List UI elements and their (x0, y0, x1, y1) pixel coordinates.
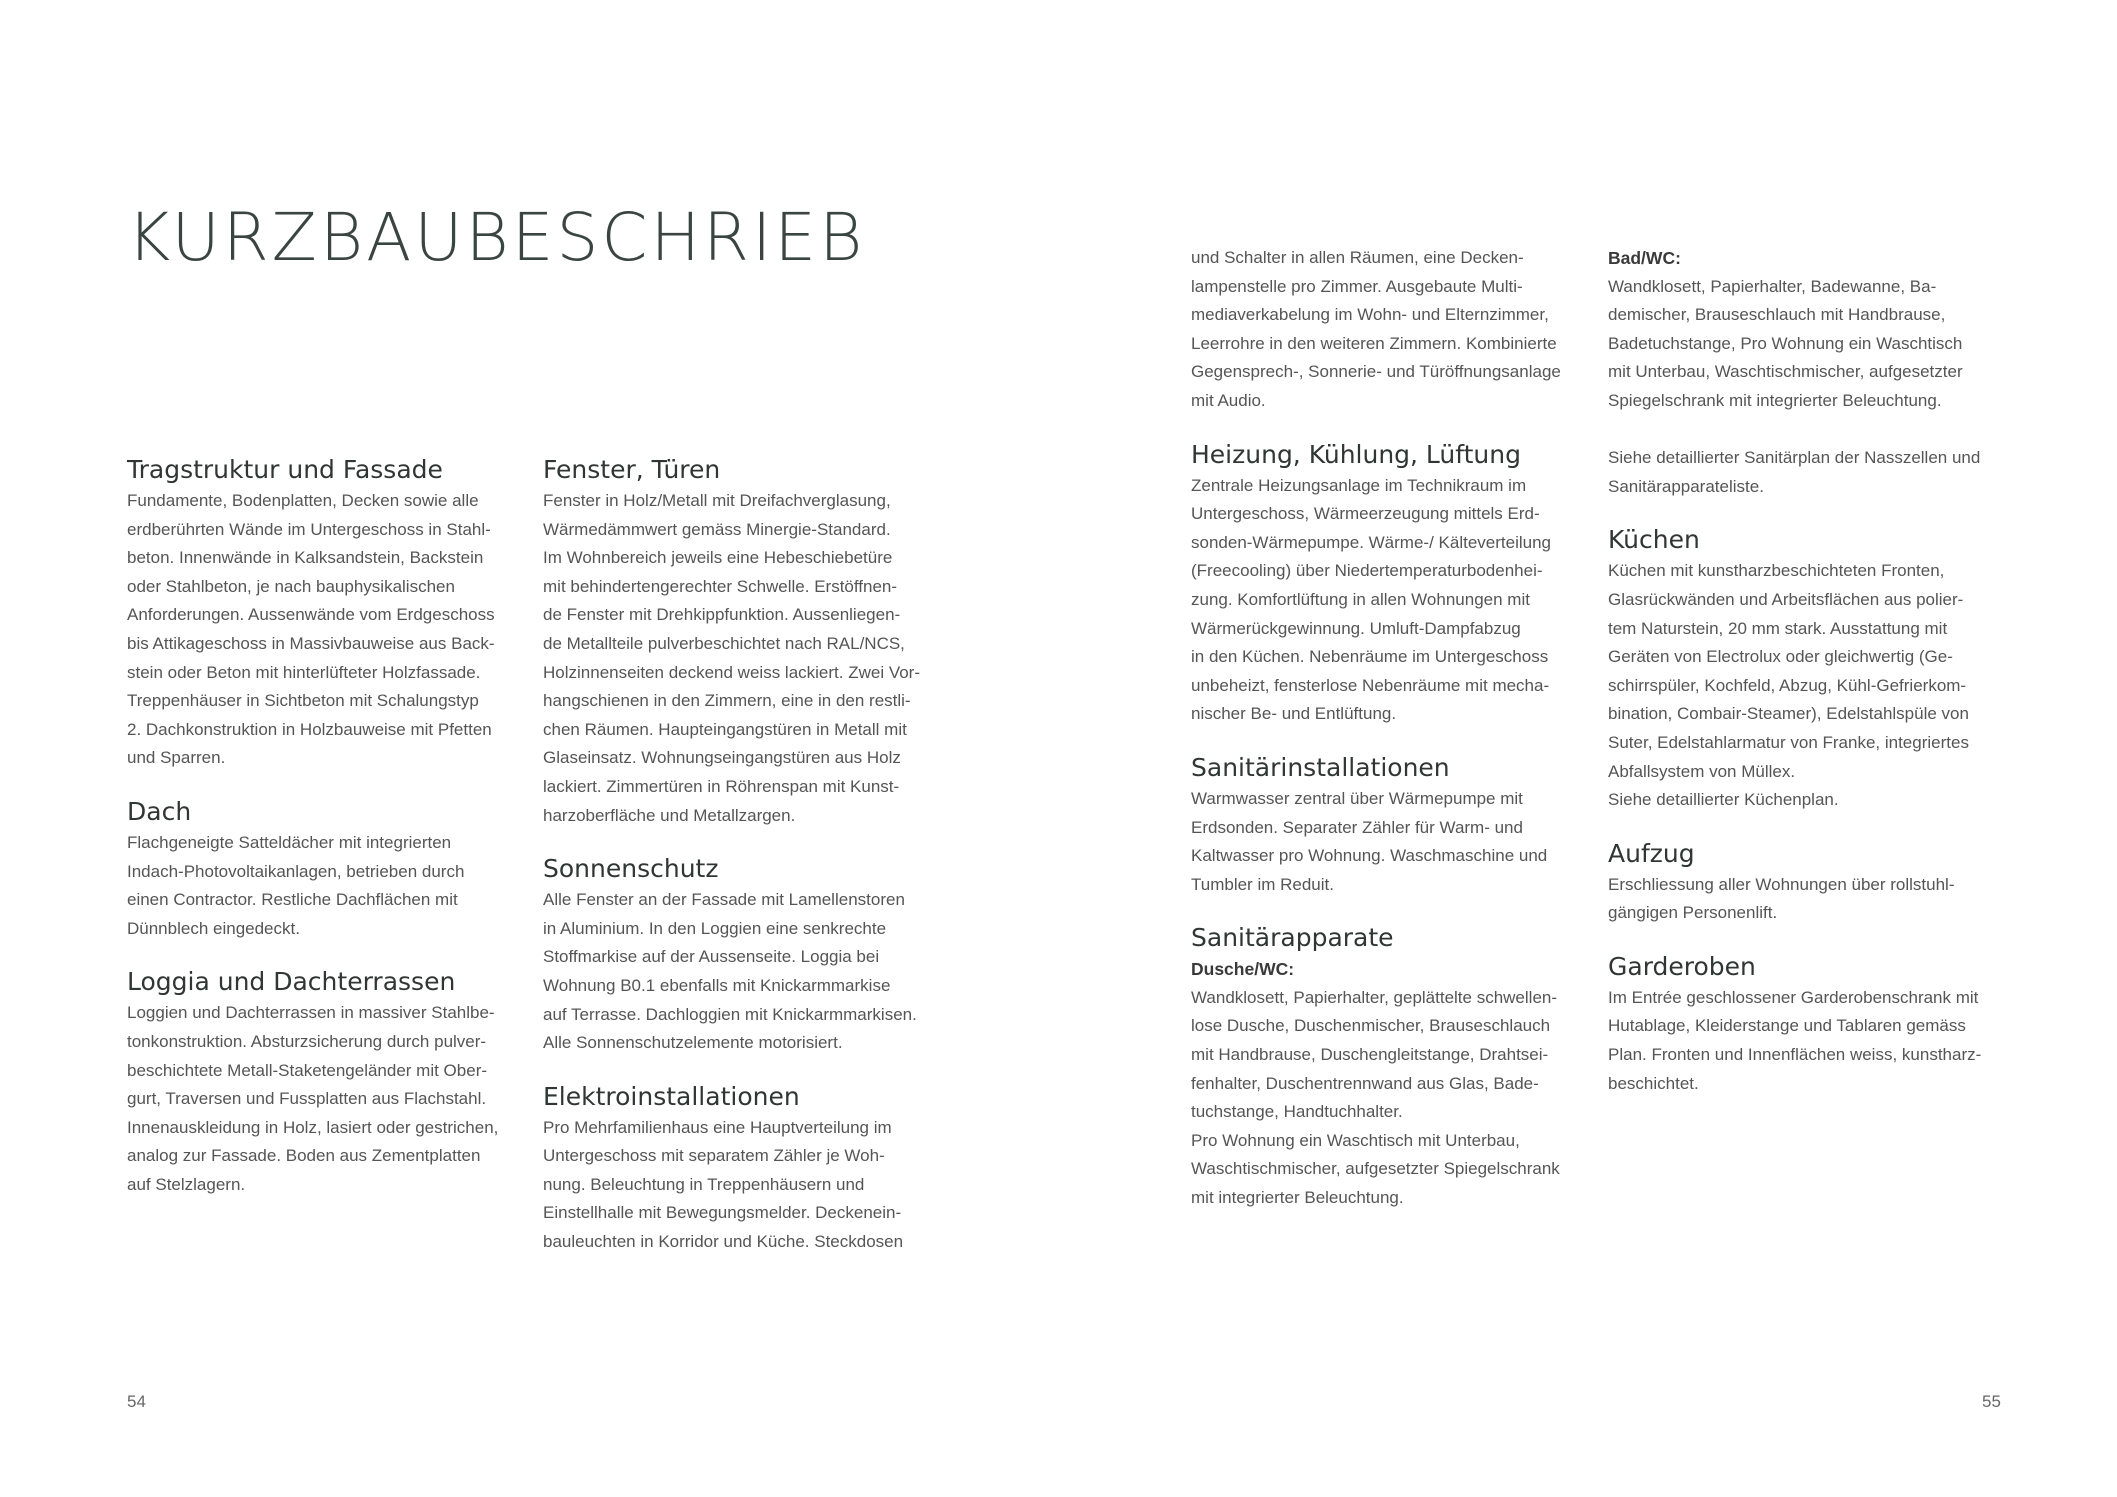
column-4 (1608, 244, 2008, 1120)
section-heading: Küchen (1608, 525, 1700, 555)
body-text: Im Entrée geschlossener Garderobenschrank mit Hutablage, Kleiderstange und Tablaren gemäss Plan. Fronten und Innenflächen weiss, kunstharz- beschichtet. (1608, 987, 1982, 1093)
body-text: Küchen mit kunstharzbeschichteten Fronten, Glasrückwänden und Arbeitsflächen aus polier- tem Naturstein, 20 mm stark. Ausstattung mit Geräten von Electrolux oder gleichwertig (Ge- schirrspüler, Kochfeld, Abzug, Kühl-Gefrierkom- bination, Combair-Steamer), Edelstahlspüle von Suter, Edelstahlarmatur von Franke, integriertes Abfallsystem von Müllex. Siehe detaillierter Küchenplan. (1608, 561, 1969, 810)
section-heading: Sonnenschutz (543, 854, 719, 884)
section-garderoben (1608, 950, 2008, 1098)
body-text: Fundamente, Bodenplatten, Decken sowie alle erdberührten Wände im Untergeschoss in Stahl- beton. Innenwände in Kalksandstein, Backstein oder Stahlbeton, je nach bauphysikalischen Anforderungen. Aussenwände vom Erdgeschoss bis Attikageschoss in Massivbauweise aus Back- stein oder Beton mit hinterlüfteter Holzfassade. Treppenhäuser in Sichtbeton mit Schalungstyp 2. Dachkonstruktion in Holzbauweise mit Pfetten und Sparren. (127, 491, 495, 768)
body-text: Wandklosett, Papierhalter, geplättelte schwellen- lose Dusche, Duschenmischer, Brauseschlauch mit Handbrause, Duschengleitstange, Drahtsei- fenhalter, Duschentrennwand aus Glas, Bade- tuchstange, Handtuchhalter. Pro Wohnung ein Waschtisch mit Unterbau, Waschtischmischer, aufgesetzter Spiegelschrank mit integrierter Beleuchtung. (1191, 987, 1560, 1208)
body-text: Loggien und Dachterrassen in massiver Stahlbe- tonkonstruktion. Absturzsicherung durch pulver- beschichtete Metall-Staketengeländer mit Ober- gurt, Traversen und Fussplatten aus Flachstahl. Innenauskleidung in Holz, lasiert oder gestrichen, analog zur Fassade. Boden aus Zementplatten auf Stelzlagern. (127, 1003, 499, 1194)
section-elektro-continued (1191, 244, 1591, 416)
body-text: Alle Fenster an der Fassade mit Lamellenstoren in Aluminium. In den Loggien eine senkrechte Stoffmarkise auf der Aussenseite. Loggia bei Wohnung B0.1 ebenfalls mit Knickarmmarkise auf Terrasse. Dachloggien mit Knickarmmarkisen. Alle Sonnenschutzelemente motorisiert. (543, 890, 917, 1053)
section-heading: Aufzug (1608, 838, 1695, 868)
section-bad-wc (1608, 244, 2008, 501)
section-heading: Heizung, Kühlung, Lüftung (1191, 439, 1521, 469)
body-text: Warmwasser zentral über Wärmepumpe mit Erdsonden. Separater Zähler für Warm- und Kaltwasser pro Wohnung. Waschmaschine und Tumbler im Reduit. (1191, 788, 1548, 894)
section-sonnenschutz (543, 852, 943, 1058)
section-dach (127, 795, 527, 943)
section-aufzug (1608, 837, 2008, 928)
body-text: Erschliessung aller Wohnungen über rollstuhl- gängigen Personenlift. (1608, 874, 1955, 923)
section-sanitaerapparate (1191, 921, 1591, 1212)
column-1 (127, 453, 527, 1221)
subheading: Bad/WC: (1608, 248, 1681, 268)
column-2 (543, 453, 943, 1279)
section-heizung (1191, 438, 1591, 729)
section-sanitaerinstallationen (1191, 751, 1591, 899)
section-heading: Dach (127, 796, 192, 826)
body-text: und Schalter in allen Räumen, eine Decken- lampenstelle pro Zimmer. Ausgebaute Multi- mediaverkabelung im Wohn- und Elternzimmer, Leerrohre in den weiteren Zimmern. Kombinierte Gegensprech-, Sonnerie- und Türöffnungsanlage mit Audio. (1191, 248, 1561, 410)
body-text: Wandklosett, Papierhalter, Badewanne, Ba- demischer, Brauseschlauch mit Handbrause, Badetuchstange, Pro Wohnung ein Waschtisch mit Unterbau, Waschtischmischer, aufgesetzter Spiegelschrank mit integrierter Beleuchtung. (1608, 276, 1963, 410)
body-text: Pro Mehrfamilienhaus eine Hauptverteilung im Untergeschoss mit separatem Zähler je Woh- nung. Beleuchtung in Treppenhäusern und Einstellhalle mit Bewegungsmelder. Deckenein- bauleuchten in Korridor und Küche. Steckdosen (543, 1117, 904, 1252)
section-fenster (543, 453, 943, 830)
section-heading: Sanitärinstallationen (1191, 752, 1450, 782)
page-number-right: 55 (1982, 1392, 2001, 1411)
column-3 (1191, 244, 1591, 1235)
body-text: Zentrale Heizungsanlage im Technikraum im Untergeschoss, Wärmeerzeugung mittels Erd- sonden-Wärmepumpe. Wärme-/ Kälteverteilung (Freecooling) über Niedertemperaturbodenhei- zung. Komfortlüftung in allen Wohnungen mit Wärmerückgewinnung. Umluft-Dampfabzug in den Küchen. Nebenräume im Untergeschoss unbeheizt, fensterlose Nebenräume mit mecha- nischer Be- und Entlüftung. (1191, 475, 1551, 724)
subheading: Dusche/WC: (1191, 959, 1295, 980)
section-heading: Elektroinstallationen (543, 1081, 800, 1111)
section-heading: Sanitärapparate (1191, 923, 1394, 953)
section-kuechen (1608, 523, 2008, 814)
section-tragstruktur (127, 453, 527, 773)
section-heading: Fenster, Türen (543, 455, 721, 484)
body-text: Flachgeneigte Satteldächer mit integrierten Indach-Photovoltaikanlagen, betrieben durch einen Contractor. Restliche Dachflächen mit Dünnblech eingedeckt. (127, 832, 465, 938)
section-heading: Tragstruktur und Fassade (127, 455, 443, 484)
body-text: Siehe detaillierter Sanitärplan der Nasszellen und Sanitärapparateliste. (1608, 448, 1981, 496)
section-heading: Loggia und Dachterrassen (127, 967, 456, 997)
body-text: Fenster in Holz/Metall mit Dreifachverglasung, Wärmedämmwert gemäss Minergie-Standard. Im Wohnbereich jeweils eine Hebeschiebetüre mit behindertengerechter Schwelle. Erstöffnen- de Fenster mit Drehkippfunktion. Aussenliegen- de Metallteile pulverbeschichtet nach RAL/NCS, Holzinnenseiten deckend weiss lackiert. Zwei Vor- hangschienen in den Zimmern, eine in den restli- chen Räumen. Haupteingangstüren in Metall mit Glaseinsatz. Wohnungseingangstüren aus Holz lackiert. Zimmertüren in Röhrenspan mit Kunst- harzoberfläche und Metallzargen. (543, 491, 921, 825)
section-heading: Garderoben (1608, 951, 1756, 981)
section-loggia (127, 965, 527, 1199)
page-title: KURZBAUBESCHRIEB (127, 199, 866, 276)
page-number-left: 54 (127, 1392, 146, 1411)
section-elektro (543, 1080, 943, 1257)
